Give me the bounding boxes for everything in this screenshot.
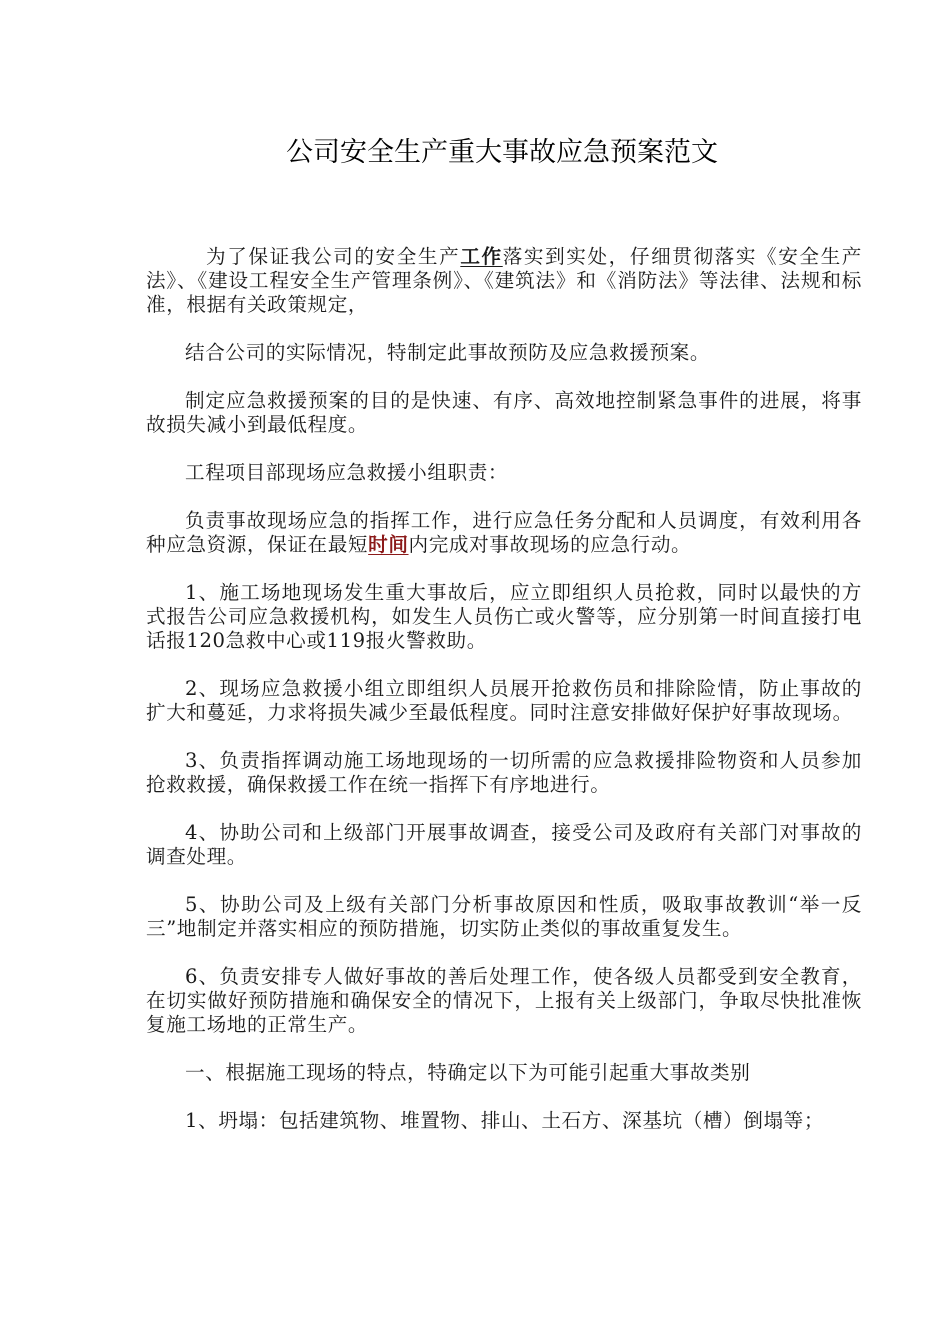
- paragraph-text: 为了保证我公司的安全生产: [206, 245, 461, 268]
- paragraph: 5、协助公司及上级有关部门分析事故原因和性质，吸取事故教训“举一反三”地制定并落实相应的预防措施，切实防止类似的事故重复发生。: [146, 893, 862, 940]
- paragraph: 3、负责指挥调动施工场地现场的一切所需的应急救援排险物资和人员参加抢救救援，确保救援工作在统一指挥下有序地进行。: [146, 749, 862, 796]
- paragraph: [146, 509, 862, 557]
- document-title: 公司安全生产重大事故应急预案范文: [286, 137, 718, 168]
- paragraph: 一、根据施工现场的特点，特确定以下为可能引起重大事故类别: [185, 1061, 751, 1084]
- paragraph-text: 落实到实处，仔细贯彻落实《安全生产法》、《建设工程安全生产管理条例》、《建筑法》和《消防法》等法律、法规和标准，根据有关政策规定，: [146, 245, 863, 316]
- paragraph: 6、负责安排专人做好事故的善后处理工作，使各级人员都受到安全教育，在切实做好预防措施和确保安全的情况下，上报有关上级部门，争取尽快批准恢复施工场地的正常生产。: [146, 965, 862, 1036]
- paragraph: 2、现场应急救援小组立即组织人员展开抢救伤员和排除险情，防止事故的扩大和蔓延，力求将损失减少至最低程度。同时注意安排做好保护好事故现场。: [146, 677, 862, 724]
- paragraph: 工程项目部现场应急救援小组职责：: [185, 461, 509, 484]
- paragraph: 1、坍塌：包括建筑物、堆置物、排山、土石方、深基坑（槽）倒塌等；: [185, 1109, 825, 1132]
- paragraph-text: 内完成对事故现场的应急行动。: [408, 533, 692, 556]
- paragraph: 4、协助公司和上级部门开展事故调查，接受公司及政府有关部门对事故的调查处理。: [146, 821, 862, 868]
- paragraph-intro: [146, 245, 862, 317]
- document-body: [146, 245, 862, 1157]
- work-link[interactable]: 工作: [460, 245, 503, 268]
- paragraph: 1、施工场地现场发生重大事故后，应立即组织人员抢救，同时以最快的方式报告公司应急救援机构，如发生人员伤亡或火警等，应分别第一时间直接打电话报120急救中心或119报火警救助。: [146, 581, 862, 652]
- paragraph-text: 负责事故现场应急的指挥工作，进行应急任务分配和人员调度，有效利用各种应急资源，保证在最短: [146, 509, 862, 556]
- paragraph: 结合公司的实际情况，特制定此事故预防及应急救援预案。: [185, 341, 711, 364]
- time-link[interactable]: 时间: [368, 533, 409, 556]
- paragraph: 制定应急救援预案的目的是快速、有序、高效地控制紧急事件的进展，将事故损失减小到最低程度。: [146, 389, 862, 436]
